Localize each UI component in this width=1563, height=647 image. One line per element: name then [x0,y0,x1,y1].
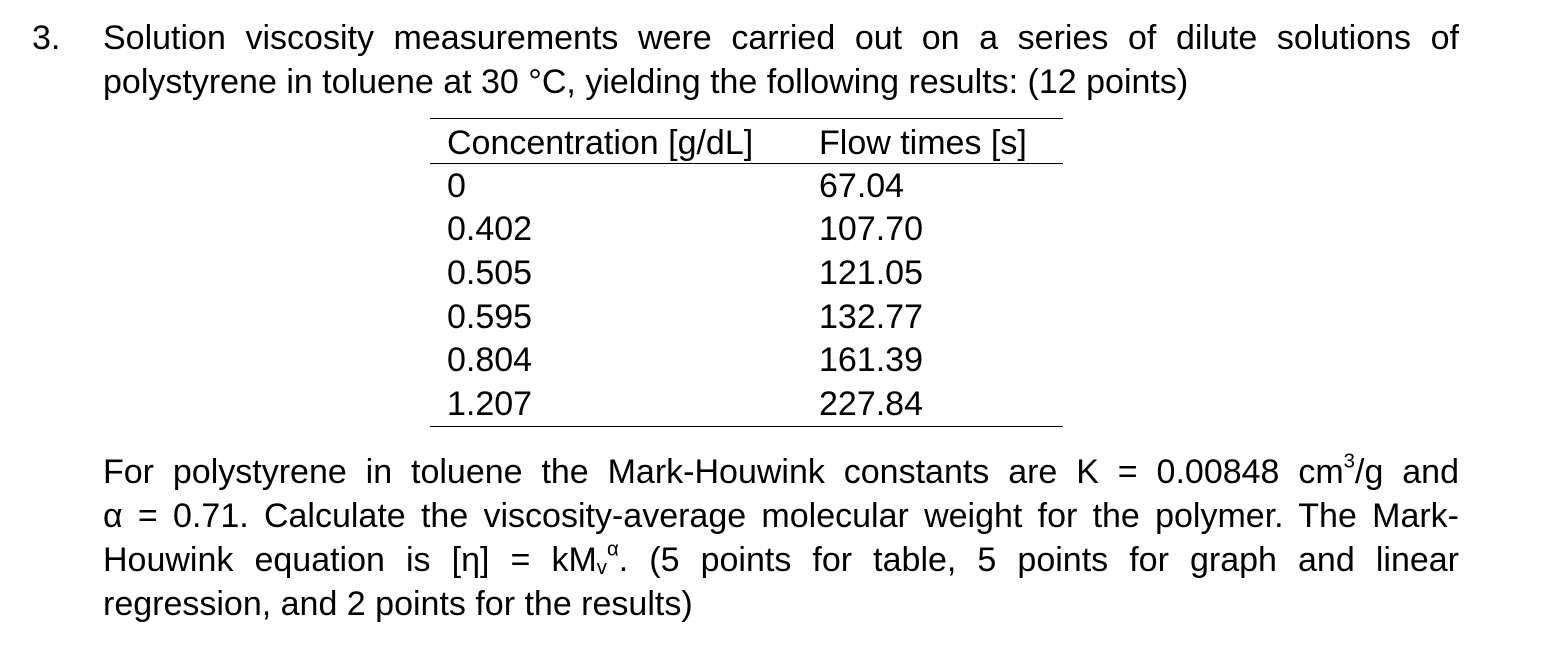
mh-line-1-tail: /g and [1355,453,1459,491]
mh-line-1 [103,450,1459,494]
mh-equation-text: Houwink equation is [η] = kM [103,541,597,579]
mark-houwink-paragraph [103,450,1459,626]
table-row [430,295,1063,339]
question-intro [103,16,1459,104]
table-row [430,208,1063,252]
intro-line-1: Solution viscosity measurements were carried out on a series of dilute solutions of [103,19,1459,57]
viscosity-data-table [430,118,1063,427]
question-number: 3. [32,19,61,57]
concentration-cell: 0.505 [447,253,533,292]
concentration-cell: 0.595 [447,297,533,336]
mh-line-2: α = 0.71. Calculate the viscosity-average molecular weight for the polymer. The Mark- [103,497,1459,535]
concentration-cell: 0 [447,166,466,205]
table-row [430,251,1063,295]
mh-line-1-text: For polystyrene in toluene the Mark-Houwink constants are K = 0.00848 cm [103,453,1344,491]
concentration-cell: 0.402 [447,210,533,249]
column-header-concentration: Concentration [g/dL] [447,124,754,162]
intro-line-2: polystyrene in toluene at 30 °C, yielding the following results: (12 points) [103,63,1189,101]
table-row [430,338,1063,382]
table-header-row [430,119,1063,164]
table-row [430,382,1063,426]
mh-line-3 [103,538,1459,582]
mh-line-4: regression, and 2 points for the results) [103,585,693,623]
flow-time-cell: 161.39 [819,341,923,380]
column-header-flow-times: Flow times [s] [819,124,1027,162]
cm-cubed-exponent: 3 [1343,450,1356,473]
concentration-cell: 1.207 [447,384,533,423]
flow-time-cell: 107.70 [819,210,923,249]
flow-time-cell: 121.05 [819,253,923,292]
mh-points-text: . (5 points for table, 5 points for graph and linear [618,541,1459,579]
flow-time-cell: 132.77 [819,297,923,336]
concentration-cell: 0.804 [447,341,533,380]
table-row [430,164,1063,208]
flow-time-cell: 67.04 [819,166,905,205]
flow-time-cell: 227.84 [819,384,923,423]
mv-subscript: v [596,557,607,580]
alpha-exponent: α [606,538,619,561]
